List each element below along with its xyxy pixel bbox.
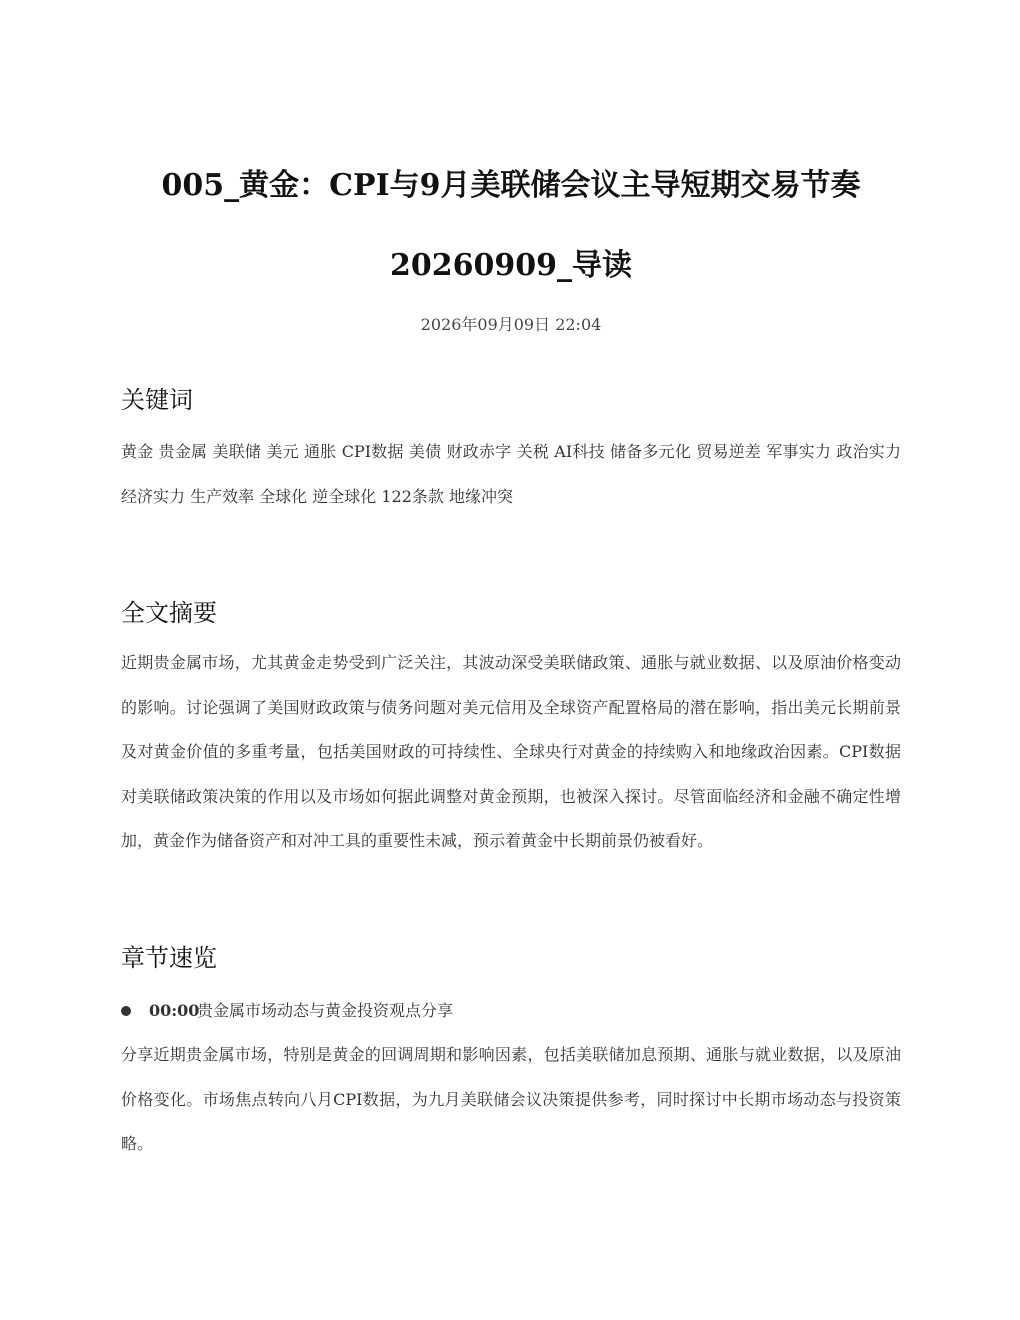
chapter-item xyxy=(121,998,901,1024)
chapters-heading: 章节速览 xyxy=(121,944,217,972)
document-title-line2: 20260909_导读 xyxy=(390,248,632,283)
document-title-line1: 005_黄金：CPI与9月美联储会议主导短期交易节奏 xyxy=(161,168,861,203)
keywords-text: 黄金 贵金属 美联储 美元 通胀 CPI数据 美债 财政赤字 关税 AI科技 储备多元化 贸易逆差 军事实力 政治实力 经济实力 生产效率 全球化 逆全球化 122条款 地缘冲突 xyxy=(121,442,901,506)
chapter-title: 贵金属市场动态与黄金投资观点分享 xyxy=(197,1001,454,1020)
keywords-heading: 关键词 xyxy=(121,386,193,414)
summary-heading: 全文摘要 xyxy=(121,599,217,627)
summary-text: 近期贵金属市场，尤其黄金走势受到广泛关注，其波动深受美联储政策、通胀与就业数据、以及原油价格变动的影响。讨论强调了美国财政政策与债务问题对美元信用及全球资产配置格局的潜在影响，指出美元长期前景及对黄金价值的多重考量，包括美国财政的可持续性、全球央行对黄金的持续购入和地缘政治因素。CPI数据对美联储政策决策的作用以及市场如何据此调整对黄金预期，也被深入探讨。尽管面临经济和金融不确定性增加，黄金作为储备资产和对冲工具的重要性未减，预示着黄金中长期前景仍被看好。 xyxy=(121,653,901,850)
chapter-timestamp: 00:00 xyxy=(149,1001,200,1020)
document-date: 2026年09月09日 22:04 xyxy=(420,315,602,334)
document-title xyxy=(81,146,941,306)
chapter-description: 分享近期贵金属市场，特别是黄金的回调周期和影响因素，包括美联储加息预期、通胀与就业数据，以及原油价格变化。市场焦点转向八月CPI数据，为九月美联储会议决策提供参考，同时探讨中长期市场动态与投资策略。 xyxy=(121,1045,901,1153)
bullet-icon xyxy=(121,1006,131,1016)
